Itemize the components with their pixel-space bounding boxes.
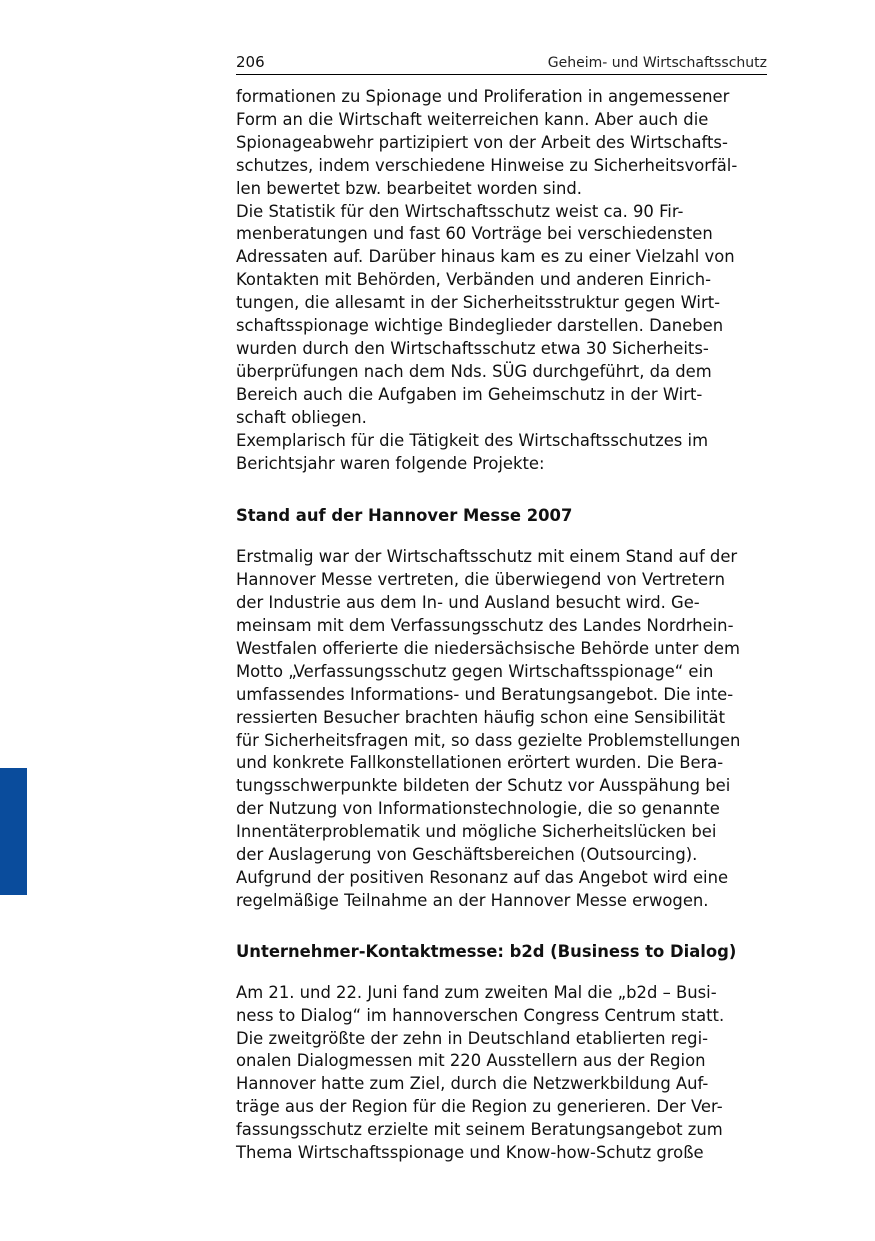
text-line: Aufgrund der positiven Resonanz auf das Angebot wird eine <box>236 868 729 887</box>
page-header <box>236 52 767 75</box>
page-content <box>236 86 767 1165</box>
intro-paragraph <box>236 86 767 475</box>
text-line: überprüfungen nach dem Nds. SÜG durchgeführt, da dem <box>236 361 712 381</box>
hannover-messe-paragraph <box>236 546 767 913</box>
text-line: Die Statistik für den Wirtschaftsschutz weist ca. 90 Fir- <box>236 201 684 221</box>
text-line: meinsam mit dem Verfassungsschutz des Landes Nordrhein- <box>236 616 734 636</box>
text-line: wurden durch den Wirtschaftsschutz etwa 30 Sicherheits- <box>236 338 709 358</box>
text-line: schaft obliegen. <box>236 407 367 427</box>
text-line: Form an die Wirtschaft weiterreichen kann. Aber auch die <box>236 109 709 129</box>
text-line: fassungsschutz erzielte mit seinem Beratungsangebot zum <box>236 1120 723 1140</box>
text-line: umfassendes Informations- und Beratungsangebot. Die inte- <box>236 684 734 704</box>
text-line: menberatungen und fast 60 Vorträge bei verschiedensten <box>236 224 713 244</box>
running-title: Geheim- und Wirtschaftsschutz <box>547 55 767 71</box>
text-line: Hannover Messe vertreten, die überwiegend von Vertretern <box>236 570 725 590</box>
section-heading-b2d: Unternehmer-Kontaktmesse: b2d (Business to Dialog) <box>236 941 737 961</box>
text-line: Spionageabwehr partizipiert von der Arbeit des Wirtschafts- <box>236 132 728 152</box>
text-line: schaftsspionage wichtige Bindeglieder darstellen. Daneben <box>236 316 724 336</box>
b2d-paragraph <box>236 982 767 1165</box>
text-line: träge aus der Region für die Region zu generieren. Der Ver- <box>236 1097 723 1117</box>
text-line: ressierten Besucher brachten häufig schon eine Sensibilität <box>236 707 725 727</box>
text-line: schutzes, indem verschiedene Hinweise zu Sicherheitsvorfäl- <box>236 155 738 175</box>
text-line: Kontakten mit Behörden, Verbänden und anderen Einrich- <box>236 270 712 290</box>
page-number: 206 <box>236 53 265 71</box>
text-line: Am 21. und 22. Juni fand zum zweiten Mal die „b2d – Busi- <box>236 982 717 1002</box>
text-line: Berichtsjahr waren folgende Projekte: <box>236 453 545 473</box>
text-line: Adressaten auf. Darüber hinaus kam es zu einer Vielzahl von <box>236 247 735 267</box>
text-line: Die zweitgrößte der zehn in Deutschland etablierten regi- <box>236 1028 709 1048</box>
text-line: und konkrete Fallkonstellationen erörtert wurden. Die Bera- <box>236 753 724 773</box>
text-line: len bewertet bzw. bearbeitet worden sind. <box>236 178 582 198</box>
text-line: Erstmalig war der Wirtschaftsschutz mit einem Stand auf der <box>236 547 738 567</box>
text-line: Innentäterproblematik und mögliche Sicherheitslücken bei <box>236 822 717 842</box>
text-line: Thema Wirtschaftsspionage und Know-how-Schutz große <box>236 1143 704 1163</box>
section-heading-hannover-messe: Stand auf der Hannover Messe 2007 <box>236 506 573 526</box>
text-line: der Auslagerung von Geschäftsbereichen (Outsourcing). <box>236 845 698 865</box>
text-line: Bereich auch die Aufgaben im Geheimschutz in der Wirt- <box>236 384 703 404</box>
text-line: tungen, die allesamt in der Sicherheitsstruktur gegen Wirt- <box>236 293 721 313</box>
text-line: der Nutzung von Informationstechnologie, die so genannte <box>236 799 720 819</box>
text-line: Westfalen offerierte die niedersächsische Behörde unter dem <box>236 638 740 658</box>
text-line: regelmäßige Teilnahme an der Hannover Messe erwogen. <box>236 890 709 910</box>
text-line: Exemplarisch für die Tätigkeit des Wirtschaftsschutzes im <box>236 430 709 450</box>
text-line: tungsschwerpunkte bildeten der Schutz vor Ausspähung bei <box>236 776 731 796</box>
text-line: für Sicherheitsfragen mit, so dass gezielte Problemstellungen <box>236 730 741 750</box>
text-line: ness to Dialog“ im hannoverschen Congress Centrum statt. <box>236 1005 725 1025</box>
text-line: Hannover hatte zum Ziel, durch die Netzwerkbildung Auf- <box>236 1074 709 1094</box>
text-line: Motto „Verfassungsschutz gegen Wirtschaftsspionage“ ein <box>236 661 714 681</box>
text-line: der Industrie aus dem In- und Ausland besucht wird. Ge- <box>236 593 700 613</box>
text-line: onalen Dialogmessen mit 220 Ausstellern aus der Region <box>236 1051 706 1071</box>
text-line: formationen zu Spionage und Proliferation in angemessener <box>236 87 730 106</box>
chapter-tab <box>0 768 27 895</box>
